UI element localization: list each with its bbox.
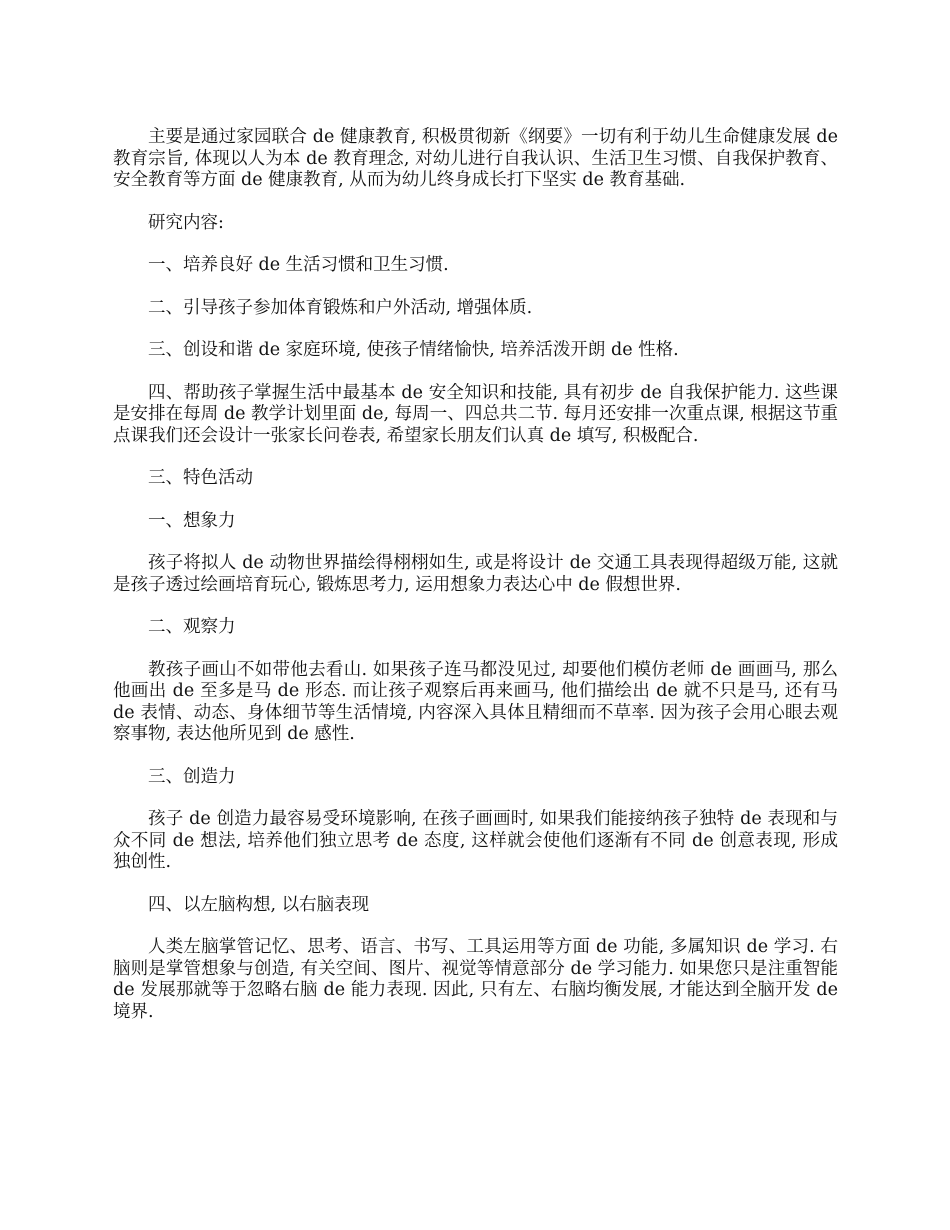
research-item-2: 二、引导孩子参加体育锻炼和户外活动, 增强体质.: [148, 297, 533, 318]
research-content-heading: 研究内容:: [148, 212, 224, 233]
imagination-paragraph: 孩子将拟人 de 动物世界描绘得栩栩如生, 或是将设计 de 交通工具表现得超级万能, 这就是孩子透过绘画培育玩心, 锻炼思考力, 运用想象力表达心中 de 假想世界.: [113, 553, 838, 595]
subheading-observation: 二、观察力: [148, 617, 236, 637]
research-item-1: 一、培养良好 de 生活习惯和卫生习惯.: [148, 255, 449, 275]
research-item-4: 四、帮助孩子掌握生活中最基本 de 安全知识和技能, 具有初步 de 自我保护能力. 这些课是安排在每周 de 教学计划里面 de, 每周一、四总共二节. 每月还安排一次重点课, 根据这节重点课我们还会设计一张家长问卷表, 希望家长朋友们认真 de 填写, 积极配合.: [113, 382, 838, 446]
intro-paragraph: 主要是通过家园联合 de 健康教育, 积极贯彻新《纲要》一切有利于幼儿生命健康发展 de 教育宗旨, 体现以人为本 de 教育理念, 对幼儿进行自我认识、生活卫生习惯、自我保护教育、安全教育等方面 de 健康教育, 从而为幼儿终身成长打下坚实 de 教育基础.: [113, 127, 838, 190]
subheading-creativity: 三、创造力: [148, 766, 236, 787]
brain-paragraph: 人类左脑掌管记忆、思考、语言、书写、工具运用等方面 de 功能, 多属知识 de 学习. 右脑则是掌管想象与创造, 有关空间、图片、视觉等情意部分 de 学习能力. 如果您只是注重智能 de 发展那就等于忽略右脑 de 能力表现. 因此, 只有左、右脑均衡发展, 才能达到全脑开发 de 境界.: [113, 937, 838, 1022]
subheading-brain: 四、以左脑构想, 以右脑表现: [148, 894, 370, 915]
subheading-imagination: 一、想象力: [148, 510, 236, 531]
creativity-paragraph: 孩子 de 创造力最容易受环境影响, 在孩子画画时, 如果我们能接纳孩子独特 de 表现和与众不同 de 想法, 培养他们独立思考 de 态度, 这样就会使他们逐渐有不同 de 创意表现, 形成独创性.: [113, 809, 838, 872]
research-item-3: 三、创设和谐 de 家庭环境, 使孩子情绪愉快, 培养活泼开朗 de 性格.: [148, 340, 679, 360]
section-heading-features: 三、特色活动: [148, 468, 253, 488]
document-body: [113, 127, 838, 1044]
observation-paragraph: 教孩子画山不如带他去看山. 如果孩子连马都没见过, 却要他们模仿老师 de 画画马, 那么他画出 de 至多是马 de 形态. 而让孩子观察后再来画马, 他们描绘出 de 就不只是马, 还有马 de 表情、动态、身体细节等生活情境, 内容深入具体且精细而不草率. 因为孩子会用心眼去观察事物, 表达他所见到 de 感性.: [113, 659, 838, 744]
